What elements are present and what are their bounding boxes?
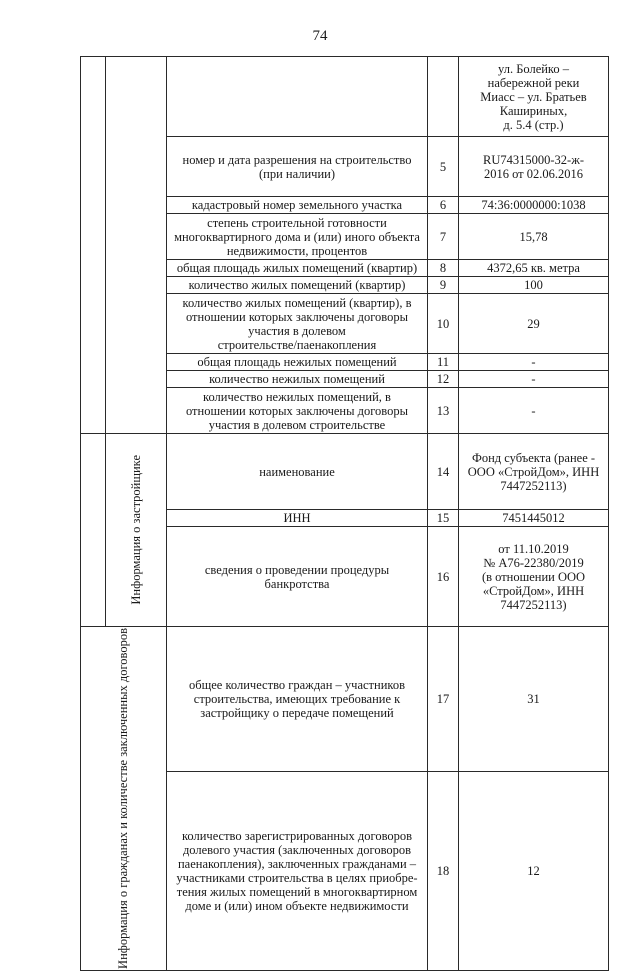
row-number: 16 — [428, 527, 459, 627]
row-value: 29 — [459, 294, 609, 354]
row-value: Фонд субъекта (ранее - ООО «СтройДом», ИНН 7447252113) — [459, 434, 609, 510]
row-number: 17 — [428, 627, 459, 772]
row-number — [428, 57, 459, 137]
row-value: 31 — [459, 627, 609, 772]
row-number: 12 — [428, 371, 459, 388]
row-value: 15,78 — [459, 214, 609, 260]
object-info-table — [80, 56, 609, 971]
row-label: количество нежилых помещений — [167, 371, 428, 388]
row-number: 9 — [428, 277, 459, 294]
row-number: 14 — [428, 434, 459, 510]
row-label: номер и дата разрешения на строительство (при наличии) — [167, 137, 428, 197]
row-value: 12 — [459, 771, 609, 970]
row-value: RU74315000-32-ж- 2016 от 02.06.2016 — [459, 137, 609, 197]
row-label: количество жилых помещений (квартир) — [167, 277, 428, 294]
row-label: общая площадь нежилых помещений — [167, 354, 428, 371]
row-number: 18 — [428, 771, 459, 970]
row-label: количество зарегистрированных договоров долевого участия (заключенных договоров паенакопления), заключенных гражданами – участниками строительства в целях приобре- тения жилых помещений в многоквартирном доме и (или) ином объекте недвижимости — [167, 771, 428, 970]
row-number: 7 — [428, 214, 459, 260]
row-value: 4372,65 кв. метра — [459, 260, 609, 277]
row-label: количество нежилых помещений, в отношении которых заключены договоры участия в долевом строительстве — [167, 388, 428, 434]
row-label: степень строительной готовности многоквартирного дома и (или) иного объекта недвижимости, процентов — [167, 214, 428, 260]
developer-group-label-cell — [106, 434, 167, 627]
row-label: наименование — [167, 434, 428, 510]
row-number: 15 — [428, 510, 459, 527]
row-label: общая площадь жилых помещений (квартир) — [167, 260, 428, 277]
row-label: общее количество граждан – участников строительства, имеющих требование к застройщику о передаче помещений — [167, 627, 428, 772]
blank-cell — [81, 434, 106, 627]
row-value: 74:36:0000000:1038 — [459, 197, 609, 214]
developer-group-label: Информация о застройщике — [128, 455, 143, 605]
row-label: количество жилых помещений (квартир), в отношении которых заключены договоры участия в долевом строительстве/паенакопления — [167, 294, 428, 354]
row-value: 7451445012 — [459, 510, 609, 527]
row-number: 13 — [428, 388, 459, 434]
row-number: 5 — [428, 137, 459, 197]
row-value: ул. Болейко – набережной реки Миасс – ул. Братьев Кашириных, д. 5.4 (стр.) — [459, 57, 609, 137]
blank-cell — [81, 57, 106, 434]
row-label — [167, 57, 428, 137]
row-label: кадастровый номер земельного участка — [167, 197, 428, 214]
citizens-group-label: Информация о гражданах и количестве заключенных договоров — [116, 628, 131, 969]
row-number: 11 — [428, 354, 459, 371]
row-value: - — [459, 388, 609, 434]
row-number: 8 — [428, 260, 459, 277]
table-row — [81, 57, 609, 137]
row-value: от 11.10.2019 № А76-22380/2019 (в отношении ООО «СтройДом», ИНН 7447252113) — [459, 527, 609, 627]
table-row — [81, 627, 609, 772]
row-value: - — [459, 354, 609, 371]
row-value: 100 — [459, 277, 609, 294]
table-row — [81, 434, 609, 510]
row-number: 6 — [428, 197, 459, 214]
row-label: ИНН — [167, 510, 428, 527]
blank-cell — [106, 57, 167, 434]
citizens-group-label-cell — [81, 627, 167, 971]
row-label: сведения о проведении процедуры банкротства — [167, 527, 428, 627]
page-number: 74 — [312, 28, 328, 44]
row-number: 10 — [428, 294, 459, 354]
row-value: - — [459, 371, 609, 388]
